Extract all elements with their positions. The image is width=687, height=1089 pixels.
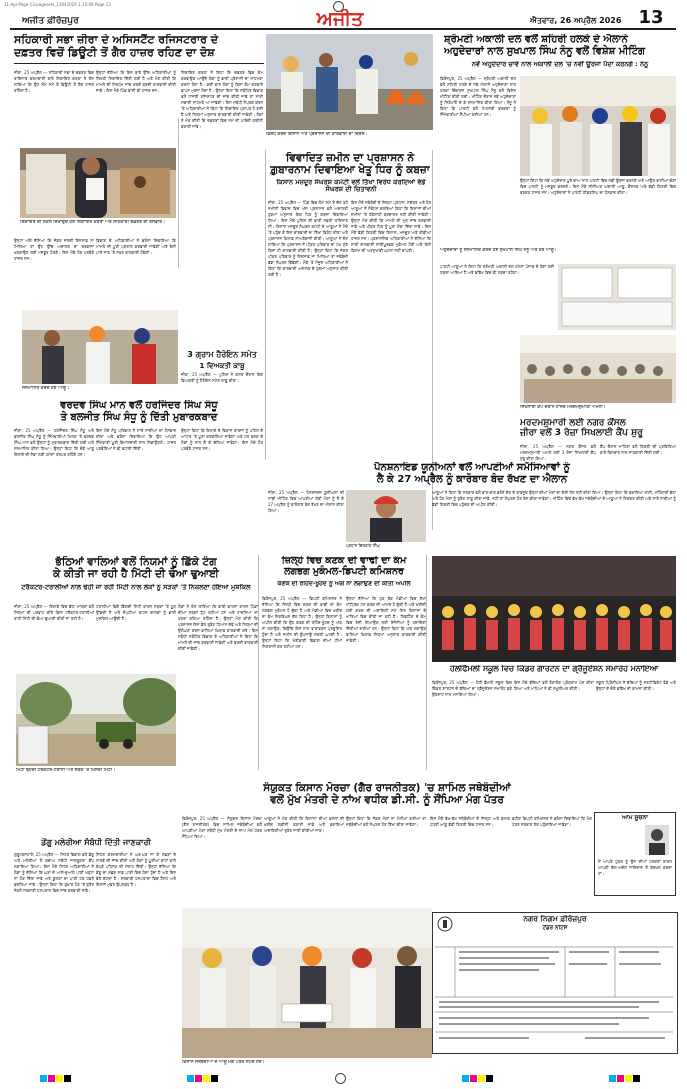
story6-body: ਜ਼ੀਰਾ, 25 ਅਪ੍ਰੈਲ — ਨਗਰ ਕੌਂਸਲ ਵਲੋਂ ਮਰਦਮਸ਼ੁਮਾਰੀ ਅਮਲੇ ਲਈ 3 ਰੋਜ਼ਾ ਸਿਖਲਾਈ ਕੈਂਪ ਸ਼ੁਰੂ ਕੀਤਾ ਗਿਆ। — [520, 444, 596, 461]
brief-body: ਜ਼ੀਰਾ, 25 ਅਪ੍ਰੈਲ — ਪੁਲਿਸ ਨੇ ਗਸ਼ਤ ਦੌਰਾਨ ਇਕ ਵਿਅਕਤੀ ਨੂੰ ਹੈਰੋਇਨ ਸਮੇਤ ਕਾਬੂ ਕੀਤਾ। — [181, 372, 263, 383]
story1-caption: ਸ਼ਿਕਾਇਤ ਦੀ ਨਕਲ ਦਿਖਾਉਂਦੇ ਹੋਏ ਸ਼ਿਕਾਇਤ ਕਰਤਾ ਅਤੇ ਸਹਿਕਾਰੀ ਦਫ਼ਤਰ ਦੀ ਤਸਵੀਰ। — [20, 220, 166, 225]
story4-caption: ਸਨਮਾਨਿਤ ਕਰਦੇ ਹੋਏ ਆਗੂ। — [22, 386, 70, 391]
story3-subhead: ਨਵੇਂ ਅਹੁਦੇਦਾਰ ਚਾਵੇ ਨਾਲ ਅਕਾਲੀ ਦਲ 'ਚ ਨਵੀਂ ਊਰਜਾ ਪੈਦਾ ਕਰਨਗੇ : ਨੰਨੂ — [471, 61, 649, 68]
story7-body: ਜ਼ੀਰਾ, 25 ਅਪ੍ਰੈਲ — ਇਲਾਕੇ ਵਿਚ ਭੱਠਾ ਮਾਲਕਾਂ ਵਲੋਂ ਨਿਯਮਾਂ ਦੀ ਪਰਵਾਹ ਕੀਤੇ ਬਿਨਾਂ ਟਰੈਕਟਰ-ਟਰਾਲੀਆਂ ਰਾਹੀਂ ਮਿੱਟੀ ਦੀ ਢੋਆ ਢੁਆਈ ਕੀਤੀ ਜਾ ਰਹੀ ਹੈ। — [14, 604, 94, 621]
story10-caption: ਕਿਸਾਨ ਜਥੇਬੰਦੀਆਂ ਦੇ ਆਗੂ ਮੰਗ ਪੱਤਰ ਸੌਂਪਦੇ ਹੋਏ। — [182, 1060, 265, 1065]
story3-body: ਉਨ੍ਹਾਂ ਕਿਹਾ ਕਿ ਨਵੇਂ ਅਹੁਦੇਦਾਰ ਪੂਰੇ ਚਾਅ ਨਾਲ ਪਾਰਟੀ ਵਿਚ ਨਵੀਂ ਊਰਜਾ ਭਰਨਗੇ ਅਤੇ ਆਉਣ ਵਾਲੀਆਂ ਚੋਣਾਂ ਵਿਚ ਪਾਰਟੀ ਨੂੰ ਮਜ਼ਬੂਤ ਕਰਨਗੇ। ਇਸ ਮੌਕੇ ਸੀਨੀਅਰ ਅਕਾਲੀ ਆਗੂ, ਕੌਂਸਲਰ ਅਤੇ ਵੱਡੀ ਗਿਣਤੀ ਵਿਚ ਵਰਕਰ ਹਾਜ਼ਰ ਸਨ। ਅਹੁਦੇਦਾਰਾਂ ਨੇ ਪਾਰਟੀ ਲੀਡਰਸ਼ਿਪ ਦਾ ਧੰਨਵਾਦ ਕੀਤਾ। — [520, 178, 676, 195]
story1-body: ਉਨ੍ਹਾਂ ਅੱਗੇ ਦੱਸਿਆ ਕਿ ਜੇਕਰ ਜਲਦੀ ਇਨਸਾਫ਼ ਨਾ ਮਿਲਿਆ ਤਾਂ ਉਹ ਉੱਚ ਅਦਾਲਤ ਦਾ ਦਰਵਾਜ਼ਾ ਖੜਕਾਉਣ ਲਈ ਮਜਬੂਰ ਹੋਣਗੇ। ਇਸ ਮੌਕੇ ਹੋਰ ਪਤਵੰਤੇ ਹਾਜ਼ਰ ਸਨ। — [14, 238, 94, 261]
story1-photo — [20, 148, 176, 218]
masthead-date: ਐਤਵਾਰ, 26 ਅਪ੍ਰੈਲ 2026 — [530, 16, 622, 25]
story6-body: ਕੈਂਪ ਦੌਰਾਨ ਮਾਹਿਰਾਂ ਵਲੋਂ ਗਿਣਤੀ ਦੀ ਪ੍ਰਕਿਰਿਆ ਬਾਰੇ ਵਿਸਥਾਰ ਨਾਲ ਜਾਣਕਾਰੀ ਦਿੱਤੀ ਗਈ। — [600, 444, 676, 455]
story9-body: ਇਸ ਮੌਕੇ ਬੱਚਿਆਂ ਵਲੋਂ ਰੰਗਾਰੰਗ ਪ੍ਰੋਗਰਾਮ ਪੇਸ਼ ਕੀਤਾ ਗਿਆ ਅਤੇ ਮਾਪਿਆਂ ਨੇ ਵੀ ਸ਼ਮੂਲੀਅਤ ਕੀਤੀ। — [514, 680, 594, 691]
story8-headline: ਜ਼ਿਲ੍ਹੇ ਵਿਚ ਕਣਕ ਦੀ ਵਾਢੀ ਦਾ ਕੰਮ ਲਗਭਗ ਮੁਕੰਮਲ-ਡਿਪਟੀ ਕਮਿਸ਼ਨਰ — [281, 556, 407, 577]
story-top-photo — [266, 34, 433, 130]
small-notice-title: ਆਮ ਸੂਚਨਾ — [621, 815, 649, 821]
story9-headline: ਹੋਲੀਫੈਮਲੀ ਸਕੂਲ ਵਿਚ ਕਿੰਡਰ ਗਾਰਟਨ ਦਾ ਗ੍ਰੈਜੂਏਸ਼ਨ ਸਮਾਰੋਹ ਮਨਾਇਆ — [449, 665, 659, 673]
story7-photo — [16, 674, 176, 766]
avatar — [645, 825, 669, 855]
brief-subhead: 1 ਵਿਅਕਤੀ ਕਾਬੂ — [199, 362, 245, 370]
story7-caption: ਮਿੱਟੀ ਢੋਂਹਦੀ ਟਰੈਕਟਰ-ਟਰਾਲੀ ਅਤੇ ਸੜਕ 'ਤੇ ਖਿੱਲਰੀ ਮਿੱਟੀ। — [16, 768, 116, 773]
story11-headline: ਡੇਂਗੂ ਮਲੇਰੀਆ ਸੰਬੰਧੀ ਦਿੱਤੀ ਜਾਣਕਾਰੀ — [41, 838, 151, 847]
story3-caption: ਅਹੁਦੇਦਾਰਾਂ ਨੂੰ ਸਨਮਾਨਿਤ ਕਰਦੇ ਹੋਏ ਸੁਖਪਾਲ ਸਿੰਘ ਨੰਨੂ ਅਤੇ ਹੋਰ ਆਗੂ। — [440, 248, 557, 253]
story3-photo-2 — [558, 264, 676, 330]
tender-table — [435, 937, 673, 1047]
story2-body: ਜ਼ੀਰਾ, 25 ਅਪ੍ਰੈਲ — ਪਿੰਡ ਵਿਚ ਲੰਮੇ ਸਮੇਂ ਤੋਂ ਚੱਲ ਰਹੇ ਜ਼ਮੀਨੀ ਵਿਵਾਦ ਵਿਚ ਅੱਜ ਪ੍ਰਸ਼ਾਸਨ ਵਲੋਂ ਅਦਾਲਤੀ ਹੁਕਮਾਂ ਅਨੁਸਾਰ ਇਕ ਧਿਰ ਨੂੰ ਕਬਜ਼ਾ ਦਿਵਾਇਆ ਗਿਆ। ਇਸ ਮੌਕੇ ਪੁਲਿਸ ਦੀ ਭਾਰੀ ਨਫ਼ਰੀ ਤਾਇਨਾਤ ਸੀ। ਕਿਸਾਨ ਮਜ਼ਦੂਰ ਸੰਘਰਸ਼ ਕਮੇਟੀ ਦੇ ਆਗੂਆਂ ਨੇ ਮੌਕੇ 'ਤੇ ਪਹੁੰਚ ਕੇ ਇਸ ਕਾਰਵਾਈ ਦਾ ਤਿੱਖਾ ਵਿਰੋਧ ਕੀਤਾ ਅਤੇ ਪ੍ਰਸ਼ਾਸਨ ਖ਼ਿਲਾਫ਼ ਨਾਅਰੇਬਾਜ਼ੀ ਕੀਤੀ। ਆਗੂਆਂ ਨੇ ਦੋਸ਼ ਲਾਇਆ ਕਿ ਪ੍ਰਸ਼ਾਸਨ ਨੇ ਪੀੜਤ ਪਰਿਵਾਰ ਦਾ ਪੱਖ ਸੁਣੇ ਬਿਨਾਂ ਹੀ ਕਾਰਵਾਈ ਕੀਤੀ ਹੈ। ਉਨ੍ਹਾਂ ਕਿਹਾ ਕਿ ਜੇਕਰ ਪੀੜਤ ਪਰਿਵਾਰ ਨੂੰ ਇਨਸਾਫ਼ ਨਾ ਮਿਲਿਆ ਤਾਂ ਜਥੇਬੰਦੀ ਵੱਡਾ ਸੰਘਰਸ਼ ਵਿੱਢੇਗੀ। ਮੌਕੇ 'ਤੇ ਮੌਜੂਦ ਅਧਿਕਾਰੀਆਂ ਨੇ ਕਿਹਾ ਕਿ ਕਾਰਵਾਈ ਅਦਾਲਤ ਦੇ ਹੁਕਮਾਂ ਅਨੁਸਾਰ ਕੀਤੀ ਗਈ ਹੈ। — [268, 200, 348, 277]
story4-body: ਇਸ ਮੌਕੇ ਸੰਧੂ ਪਰਿਵਾਰ ਨੇ ਸਾਰੇ ਸਾਥੀਆਂ ਦਾ ਧੰਨਵਾਦ ਕੀਤਾ ਅਤੇ ਭਰੋਸਾ ਦਿਵਾਇਆ ਕਿ ਉਹ ਆਪਣੀ ਜ਼ਿੰਮੇਵਾਰੀ ਪੂਰੀ ਇਮਾਨਦਾਰੀ ਨਾਲ ਨਿਭਾਉਣਗੇ। ਹਾਜ਼ਰ ਪਤਵੰਤਿਆਂ ਨੇ ਵੀ ਵਧਾਈ ਦਿੱਤੀ। — [96, 428, 176, 451]
cmyk-swatch — [40, 1075, 71, 1082]
story8-subhead: ਕਣਕ ਦੀ ਰਹਿੰਦ-ਖੂੰਹਦ ਨੂੰ ਅੱਗ ਨਾ ਲਗਾਉਣ ਦੀ ਕੀਤੀ ਅਪੀਲ — [277, 581, 411, 587]
story1-rule — [14, 63, 264, 64]
story7-subhead: ਟਰੈਕਟਰ-ਟਰਾਲੀਆਂ ਨਾਲ ਢੋਹੀ ਜਾ ਰਹੀ ਮਿੱਟੀ ਨਾਲ ਲੋਕਾਂ ਨੂੰ ਸੜਕਾਂ 'ਤੇ ਨਿਕਲਣਾ ਹੋਇਆ ਮੁਸ਼ਕਿਲ — [21, 584, 251, 591]
story1-body: ਉਨ੍ਹਾਂ ਦੱਸਿਆ ਕਿ ਇਸ ਬਾਰੇ ਉੱਚ ਅਧਿਕਾਰੀਆਂ ਨੂੰ ਲਿਖਤੀ ਸ਼ਿਕਾਇਤ ਦਿੱਤੀ ਗਈ ਹੈ ਅਤੇ ਮੰਗ ਕੀਤੀ ਕਿ ਮਾਮਲੇ ਦੀ ਨਿਰਪੱਖ ਜਾਂਚ ਕਰਕੇ ਬਣਦੀ ਕਾਰਵਾਈ ਕੀਤੀ ਜਾਵੇ। ਇਸ ਮੌਕੇ ਪਿੰਡ ਵਾਸੀ ਵੀ ਹਾਜ਼ਰ ਸਨ। — [96, 70, 176, 93]
story7-body: ਲੋਕਾਂ ਨੇ ਦੋਸ਼ ਲਾਇਆ ਕਿ ਭਾਰੀ ਵਾਹਨਾਂ ਕਾਰਨ ਪਿੰਡਾਂ ਦੀਆਂ ਸੜਕਾਂ ਟੁੱਟ ਰਹੀਆਂ ਹਨ ਅਤੇ ਹਾਦਸਿਆਂ ਦਾ ਖ਼ਤਰਾ ਬਣਿਆ ਰਹਿੰਦਾ ਹੈ। ਉਨ੍ਹਾਂ ਮੰਗ ਕੀਤੀ ਕਿ ਪ੍ਰਸ਼ਾਸਨ ਇਸ ਵੱਲ ਤੁਰੰਤ ਧਿਆਨ ਦੇਵੇ ਅਤੇ ਨਿਯਮਾਂ ਦੀ ਉਲੰਘਣਾ ਕਰਨ ਵਾਲਿਆਂ ਖ਼ਿਲਾਫ਼ ਕਾਰਵਾਈ ਕਰੇ। ਇਸ ਸਬੰਧੀ ਸਬੰਧਿਤ ਵਿਭਾਗ ਦੇ ਅਧਿਕਾਰੀਆਂ ਨੇ ਕਿਹਾ ਕਿ ਮਾਮਲੇ ਦੀ ਜਾਂਚ ਕਰਵਾਈ ਜਾਵੇਗੀ ਅਤੇ ਬਣਦੀ ਕਾਰਵਾਈ ਕੀਤੀ ਜਾਵੇਗੀ। — [178, 604, 258, 651]
story3-body: ਫ਼ਿਰੋਜ਼ਪੁਰ, 25 ਅਪ੍ਰੈਲ — ਸ਼੍ਰੋਮਣੀ ਅਕਾਲੀ ਦਲ ਵਲੋਂ ਸ਼ਹਿਰੀ ਹਲਕੇ ਦੇ ਨਵੇਂ ਐਲਾਨੇ ਅਹੁਦੇਦਾਰਾਂ ਨਾਲ ਹਲਕਾ ਇੰਚਾਰਜ ਸੁਖਪਾਲ ਸਿੰਘ ਨੰਨੂ ਵਲੋਂ ਵਿਸ਼ੇਸ਼ ਮੀਟਿੰਗ ਕੀਤੀ ਗਈ। ਮੀਟਿੰਗ ਦੌਰਾਨ ਨਵੇਂ ਅਹੁਦੇਦਾਰਾਂ ਨੂੰ ਸਿਰੋਪਾਓ ਦੇ ਕੇ ਸਨਮਾਨਿਤ ਕੀਤਾ ਗਿਆ। ਨੰਨੂ ਨੇ ਕਿਹਾ ਕਿ ਪਾਰਟੀ ਵਲੋਂ ਮਿਹਨਤੀ ਵਰਕਰਾਂ ਨੂੰ ਜ਼ਿੰਮੇਵਾਰੀਆਂ ਸੌਂਪੀਆਂ ਗਈਆਂ ਹਨ। — [440, 76, 516, 117]
story7-headline: ਭੱਠਿਆਂ ਵਾਲਿਆਂ ਵਲੋਂ ਨਿਯਮਾਂ ਨੂੰ ਛਿੱਕੇ ਟੰਗ ਕੇ ਕੀਤੀ ਜਾ ਰਹੀ ਹੈ ਮਿੱਟੀ ਦੀ ਢੋਆ ਢੁਆਈ — [53, 556, 219, 581]
masthead-logo: ਅਜੀਤ — [316, 9, 364, 30]
story1-body: ਸ਼ਿਕਾਇਤ ਕਰਤਾ ਨੇ ਕਿਹਾ ਕਿ ਦਫ਼ਤਰ ਵਿਚ ਕੰਮ ਕਰਵਾਉਣ ਆਉਂਦੇ ਲੋਕਾਂ ਨੂੰ ਭਾਰੀ ਪ੍ਰੇਸ਼ਾਨੀ ਦਾ ਸਾਹਮਣਾ ਕਰਨਾ ਪੈਂਦਾ ਹੈ। ਕਈ ਵਾਰ ਲੋਕਾਂ ਨੂੰ ਬਿਨਾਂ ਕੰਮ ਕਰਵਾਏ ਵਾਪਸ ਮੁੜਨਾ ਪੈਂਦਾ ਹੈ। ਉਨ੍ਹਾਂ ਕਿਹਾ ਕਿ ਸਬੰਧਿਤ ਵਿਭਾਗ ਵਲੋਂ ਹਾਜ਼ਰੀ ਰਜਿਸਟਰ ਦੀ ਜਾਂਚ ਕੀਤੀ ਜਾਵੇ ਤਾਂ ਸਾਰੀ ਸਚਾਈ ਸਾਹਮਣੇ ਆ ਜਾਵੇਗੀ। ਇਸ ਸਬੰਧੀ ਸੰਪਰਕ ਕਰਨ 'ਤੇ ਅਧਿਕਾਰੀਆਂ ਨੇ ਕਿਹਾ ਕਿ ਸ਼ਿਕਾਇਤ ਪ੍ਰਾਪਤ ਹੋ ਗਈ ਹੈ ਅਤੇ ਨਿਯਮਾਂ ਅਨੁਸਾਰ ਕਾਰਵਾਈ ਕੀਤੀ ਜਾਵੇਗੀ। ਲੋਕਾਂ ਨੇ ਮੰਗ ਕੀਤੀ ਕਿ ਦਫ਼ਤਰਾਂ ਵਿਚ ਸਮੇਂ ਦੀ ਪਾਬੰਦੀ ਯਕੀਨੀ ਬਣਾਈ ਜਾਵੇ। — [181, 70, 263, 129]
column-divider — [178, 118, 179, 268]
tender-subtitle: ਟੈਂਡਰ ਨੋਟਿਸ — [542, 925, 568, 931]
story4-headline: ਵਰਦਵ ਸਿੰਘ ਮਾਨ ਵਲੋਂ ਹਰਜਿੰਦਰ ਸਿੰਘ ਸੰਧੂ ਤੇ ਬਲਜੀਤ ਸਿੰਘ ਸੰਧੂ ਨੂੰ ਦਿੱਤੀ ਮੁਬਾਰਕਬਾਦ — [60, 400, 218, 423]
story8-body: ਫ਼ਿਰੋਜ਼ਪੁਰ, 25 ਅਪ੍ਰੈਲ — ਡਿਪਟੀ ਕਮਿਸ਼ਨਰ ਨੇ ਦੱਸਿਆ ਕਿ ਜ਼ਿਲ੍ਹੇ ਵਿਚ ਕਣਕ ਦੀ ਵਾਢੀ ਦਾ ਕੰਮ ਲਗਭਗ ਮੁਕੰਮਲ ਹੋ ਚੁੱਕਾ ਹੈ ਅਤੇ ਮੰਡੀਆਂ ਵਿਚ ਖ਼ਰੀਦ ਦਾ ਕੰਮ ਨਿਰਵਿਘਨ ਚੱਲ ਰਿਹਾ ਹੈ। ਉਨ੍ਹਾਂ ਕਿਸਾਨਾਂ ਨੂੰ ਅਪੀਲ ਕੀਤੀ ਕਿ ਉਹ ਕਣਕ ਦੀ ਰਹਿੰਦ-ਖੂੰਹਦ ਨੂੰ ਅੱਗ ਨਾ ਲਗਾਉਣ, ਕਿਉਂਕਿ ਇਸ ਨਾਲ ਵਾਤਾਵਰਨ ਪ੍ਰਦੂਸ਼ਿਤ ਹੁੰਦਾ ਹੈ ਅਤੇ ਜ਼ਮੀਨ ਦੀ ਉਪਜਾਊ ਸ਼ਕਤੀ ਘਟਦੀ ਹੈ। ਉਨ੍ਹਾਂ ਕਿਹਾ ਕਿ ਖੇਤੀਬਾੜੀ ਵਿਭਾਗ ਦੀਆਂ ਟੀਮਾਂ ਨਿਗਰਾਨੀ ਕਰ ਰਹੀਆਂ ਹਨ। — [262, 596, 342, 649]
story9-photo — [432, 556, 676, 662]
story9-body: ਸਕੂਲ ਪ੍ਰਿੰਸੀਪਲ ਨੇ ਬੱਚਿਆਂ ਨੂੰ ਸਰਟੀਫਿਕੇਟ ਵੰਡੇ ਅਤੇ ਉਨ੍ਹਾਂ ਦੇ ਚੰਗੇ ਭਵਿੱਖ ਦੀ ਕਾਮਨਾ ਕੀਤੀ। — [596, 680, 676, 691]
story11-body: ਸਿਹਤ ਕਰਮਚਾਰੀਆਂ ਨੇ ਘਰ-ਘਰ ਜਾ ਕੇ ਮੱਛਰਾਂ ਦੇ ਲਾਰਵੇ ਦੀ ਜਾਂਚ ਕੀਤੀ ਅਤੇ ਲੋਕਾਂ ਨੂੰ ਪੂਰੀਆਂ ਬਾਹਾਂ ਵਾਲੇ ਕੱਪੜੇ ਪਹਿਨਣ ਦੀ ਸਲਾਹ ਦਿੱਤੀ। ਉਨ੍ਹਾਂ ਦੱਸਿਆ ਕਿ ਡੇਂਗੂ ਦਾ ਮੱਛਰ ਸਾਫ਼ ਪਾਣੀ ਵਿਚ ਪੈਦਾ ਹੁੰਦਾ ਹੈ ਅਤੇ ਦਿਨ ਵੇਲੇ ਕੱਟਦਾ ਹੈ। ਸਰਕਾਰੀ ਹਸਪਤਾਲਾਂ ਵਿਚ ਟੈਸਟ ਅਤੇ ਇਲਾਜ ਮੁਫ਼ਤ ਉਪਲਬਧ ਹੈ। — [96, 852, 176, 887]
story10-photo — [182, 908, 432, 1058]
story10-body: ਉਨ੍ਹਾਂ ਕਿਹਾ ਕਿ ਜੇਕਰ ਮੰਗਾਂ ਨਾ ਮੰਨੀਆਂ ਗਈਆਂ ਤਾਂ ਜਥੇਬੰਦੀਆਂ ਵਲੋਂ ਸੰਘਰਸ਼ ਹੋਰ ਤਿੱਖਾ ਕੀਤਾ ਜਾਵੇਗਾ। — [346, 816, 426, 827]
cmyk-swatch — [187, 1075, 218, 1082]
story10-body: ਫ਼ਿਰੋਜ਼ਪੁਰ, 25 ਅਪ੍ਰੈਲ — ਸੰਯੁਕਤ ਕਿਸਾਨ ਮੋਰਚਾ (ਗੈਰ ਰਾਜਨੀਤਕ) ਵਿਚ ਸ਼ਾਮਿਲ ਜਥੇਬੰਦੀਆਂ ਵਲੋਂ ਆਪਣੀਆਂ ਮੰਗਾਂ ਸਬੰਧੀ ਮੁੱਖ ਮੰਤਰੀ ਦੇ ਨਾਂਅ ਮੰਗ ਪੱਤਰ ਸੌਂਪਿਆ ਗਿਆ। — [182, 816, 262, 839]
story1-body: ਵਿਭਾਗ ਦੇ ਅਧਿਕਾਰੀਆਂ ਨੇ ਭਰੋਸਾ ਦਿਵਾਇਆ ਕਿ ਮਾਮਲੇ ਦੀ ਪੂਰੀ ਪੜਤਾਲ ਕਰਵਾਈ ਜਾਵੇਗੀ ਅਤੇ ਦੋਸ਼ੀ ਪਾਏ ਜਾਣ 'ਤੇ ਸਖ਼ਤ ਕਾਰਵਾਈ ਹੋਵੇਗੀ। — [96, 238, 176, 255]
brief-headline: 3 ਗ੍ਰਾਮ ਹੈਰੋਇਨ ਸਮੇਤ — [187, 350, 257, 359]
column-divider — [426, 555, 427, 770]
tender-notice — [432, 912, 678, 1054]
story3-body: ਪਾਰਟੀ ਆਗੂਆਂ ਨੇ ਕਿਹਾ ਕਿ ਸ਼੍ਰੋਮਣੀ ਅਕਾਲੀ ਦਲ ਹਮੇਸ਼ਾ ਪੰਜਾਬ ਦੇ ਹੱਕਾਂ ਲਈ ਲੜਦਾ ਆਇਆ ਹੈ ਅਤੇ ਭਵਿੱਖ ਵਿਚ ਵੀ ਲੜਦਾ ਰਹੇਗਾ। — [440, 264, 554, 275]
story4-body: ਜ਼ੀਰਾ, 25 ਅਪ੍ਰੈਲ — ਹਰਜਿੰਦਰ ਸਿੰਘ ਸੰਧੂ ਅਤੇ ਬਲਜੀਤ ਸਿੰਘ ਸੰਧੂ ਨੂੰ ਜ਼ਿੰਮੇਵਾਰੀਆਂ ਮਿਲਣ 'ਤੇ ਵਰਦਵ ਸਿੰਘ ਮਾਨ ਵਲੋਂ ਉਨ੍ਹਾਂ ਨੂੰ ਮੁਬਾਰਕਬਾਦ ਦਿੱਤੀ ਗਈ ਅਤੇ ਸਨਮਾਨਿਤ ਕੀਤਾ ਗਿਆ। ਉਨ੍ਹਾਂ ਕਿਹਾ ਕਿ ਦੋਵੇਂ ਆਗੂ ਇਲਾਕੇ ਦੀ ਸੇਵਾ ਲਈ ਹਮੇਸ਼ਾ ਤਤਪਰ ਰਹਿੰਦੇ ਹਨ। — [14, 428, 94, 457]
column-divider — [258, 555, 259, 770]
story2-headline: ਵਿਵਾਦਿਤ ਜ਼ਮੀਨ ਦਾ ਪ੍ਰਸ਼ਾਸਨ ਨੇ ਗ਼ੁਬਾਰਨਾਮ ਦਿਵਾਇਆ ਖੇਤੂ ਧਿਰ ਨੂੰ ਕਬਜ਼ਾ — [270, 152, 430, 177]
registration-mark-icon — [335, 1073, 346, 1084]
page-number: 13 — [638, 8, 664, 28]
story4-photo — [22, 310, 178, 384]
story7-body: ਟਰਾਲੀਆਂ ਵਿਚੋਂ ਡਿੱਗਦੀ ਮਿੱਟੀ ਕਾਰਨ ਸੜਕਾਂ 'ਤੇ ਧੂੜ ਉੱਡਦੀ ਹੈ ਅਤੇ ਦੋਪਹੀਆ ਵਾਹਨ ਚਾਲਕਾਂ ਨੂੰ ਭਾਰੀ ਮੁਸ਼ਕਿਲ ਆਉਂਦੀ ਹੈ। — [96, 604, 176, 621]
story9-body: ਫ਼ਿਰੋਜ਼ਪੁਰ, 25 ਅਪ੍ਰੈਲ — ਹੋਲੀ ਫੈਮਲੀ ਸਕੂਲ ਵਿਚ ਕਿੰਡਰ ਗਾਰਟਨ ਦੇ ਬੱਚਿਆਂ ਦਾ ਗ੍ਰੈਜੂਏਸ਼ਨ ਸਮਾਰੋਹ ਬੜੇ ਉਤਸ਼ਾਹ ਨਾਲ ਮਨਾਇਆ ਗਿਆ। — [432, 680, 512, 697]
story10-body: ਆਗੂਆਂ ਨੇ ਮੰਗ ਕੀਤੀ ਕਿ ਕਿਸਾਨਾਂ ਦੀਆਂ ਫ਼ਸਲਾਂ ਦੀ ਖ਼ਰੀਦ ਯਕੀਨੀ ਬਣਾਈ ਜਾਵੇ ਅਤੇ ਬਕਾਇਆ ਅਦਾਇਗੀਆਂ ਤੁਰੰਤ ਜਾਰੀ ਕੀਤੀਆਂ ਜਾਣ। — [264, 816, 344, 833]
story6-photo — [520, 335, 676, 403]
story5-body: ਆਗੂਆਂ ਨੇ ਕਿਹਾ ਕਿ ਸਰਕਾਰ ਵਲੋਂ ਵਾਰ-ਵਾਰ ਭਰੋਸੇ ਦੇਣ ਦੇ ਬਾਵਜੂਦ ਉਨ੍ਹਾਂ ਦੀਆਂ ਮੰਗਾਂ ਦਾ ਕੋਈ ਹੱਲ ਨਹੀਂ ਕੀਤਾ ਗਿਆ। ਉਨ੍ਹਾਂ ਕਿਹਾ ਕਿ ਬਕਾਇਆ ਰਾਸ਼ੀ, ਮਹਿੰਗਾਈ ਭੱਤਾ ਅਤੇ ਹੋਰ ਮੰਗਾਂ ਨੂੰ ਤੁਰੰਤ ਲਾਗੂ ਕੀਤਾ ਜਾਵੇ, ਨਹੀਂ ਤਾਂ ਸੰਘਰਸ਼ ਹੋਰ ਤੇਜ਼ ਕੀਤਾ ਜਾਵੇਗਾ। ਮੀਟਿੰਗ ਵਿਚ ਵੱਖ-ਵੱਖ ਜਥੇਬੰਦੀਆਂ ਦੇ ਆਗੂਆਂ ਨੇ ਸ਼ਿਰਕਤ ਕੀਤੀ ਅਤੇ ਸਾਰੇ ਸਾਥੀਆਂ ਨੂੰ ਵੱਡੀ ਗਿਣਤੀ ਵਿਚ ਪਹੁੰਚਣ ਦੀ ਅਪੀਲ ਕੀਤੀ। — [432, 490, 676, 507]
story5-photo — [346, 490, 426, 542]
story8-body: ਉਨ੍ਹਾਂ ਦੱਸਿਆ ਕਿ ਹੁਣ ਤੱਕ ਮੰਡੀਆਂ ਵਿਚ ਲੱਖਾਂ ਮੀਟ੍ਰਿਕ ਟਨ ਕਣਕ ਦੀ ਆਮਦ ਹੋ ਚੁੱਕੀ ਹੈ ਅਤੇ ਖ਼ਰੀਦੀ ਗਈ ਕਣਕ ਦੀ ਅਦਾਇਗੀ ਸਮੇਂ ਸਿਰ ਕਿਸਾਨਾਂ ਦੇ ਖਾਤਿਆਂ ਵਿਚ ਕੀਤੀ ਜਾ ਰਹੀ ਹੈ। ਲਿਫ਼ਟਿੰਗ ਦੇ ਕੰਮ ਵਿਚ ਤੇਜ਼ੀ ਲਿਆਉਣ ਲਈ ਏਜੰਸੀਆਂ ਨੂੰ ਹਦਾਇਤਾਂ ਦਿੱਤੀਆਂ ਗਈਆਂ ਹਨ। ਉਨ੍ਹਾਂ ਕਿਹਾ ਕਿ ਅੱਗ ਲਗਾਉਣ ਵਾਲਿਆਂ ਖ਼ਿਲਾਫ਼ ਨਿਯਮਾਂ ਅਨੁਸਾਰ ਕਾਰਵਾਈ ਕੀਤੀ ਜਾਵੇਗੀ। — [346, 596, 426, 643]
story2-body: ਇਸ ਮੌਕੇ ਜਥੇਬੰਦੀ ਦੇ ਜ਼ਿਲ੍ਹਾ ਪ੍ਰਧਾਨ, ਸਕੱਤਰ ਅਤੇ ਹੋਰ ਆਗੂਆਂ ਨੇ ਸੰਬੋਧਨ ਕਰਦਿਆਂ ਕਿਹਾ ਕਿ ਕਿਸਾਨਾਂ ਦੀਆਂ ਜ਼ਮੀਨਾਂ 'ਤੇ ਧੱਕੇਸ਼ਾਹੀ ਬਰਦਾਸ਼ਤ ਨਹੀਂ ਕੀਤੀ ਜਾਵੇਗੀ। ਉਨ੍ਹਾਂ ਮੰਗ ਕੀਤੀ ਕਿ ਮਾਮਲੇ ਦੀ ਮੁੜ ਜਾਂਚ ਕਰਵਾਈ ਜਾਵੇ ਅਤੇ ਪੀੜਤ ਧਿਰ ਨੂੰ ਪੂਰਾ ਮੌਕਾ ਦਿੱਤਾ ਜਾਵੇ। ਇਸ ਮੌਕੇ ਵੱਡੀ ਗਿਣਤੀ ਵਿਚ ਕਿਸਾਨ, ਮਜ਼ਦੂਰ ਅਤੇ ਬੀਬੀਆਂ ਹਾਜ਼ਰ ਸਨ। ਪ੍ਰਸ਼ਾਸਨਿਕ ਅਧਿਕਾਰੀਆਂ ਨੇ ਦੱਸਿਆ ਕਿ ਸਾਰੀ ਕਾਰਵਾਈ ਸ਼ਾਂਤੀਪੂਰਵਕ ਮੁਕੰਮਲ ਹੋਈ ਅਤੇ ਕਿਸੇ ਕਿਸਮ ਦੀ ਅਣਸੁਖਾਵੀਂ ਘਟਨਾ ਨਹੀਂ ਵਾਪਰੀ। — [351, 200, 431, 253]
story5-body: ਜ਼ੀਰਾ, 25 ਅਪ੍ਰੈਲ — ਪੈਨਸ਼ਨਰਜ਼ ਯੂਨੀਅਨਾਂ ਦੀ ਸਾਂਝੀ ਮੀਟਿੰਗ ਵਿਚ ਆਪਣੀਆਂ ਹੱਕੀ ਮੰਗਾਂ ਨੂੰ ਲੈ ਕੇ 27 ਅਪ੍ਰੈਲ ਨੂੰ ਕਾਰੋਬਾਰ ਬੰਦ ਰੱਖਣ ਦਾ ਐਲਾਨ ਕੀਤਾ ਗਿਆ। — [268, 490, 344, 513]
color-registration-bar — [40, 1073, 640, 1083]
story10-headline: ਸੰਯੁਕਤ ਕਿਸਾਨ ਮੋਰਚਾ (ਗੈਰ ਰਾਜਨੀਤਕ) 'ਚ ਸ਼ਾਮਿਲ ਜਥੇਬੰਦੀਆਂ ਵਲੋਂ ਮੁੱਖ ਮੰਤਰੀ ਦੇ ਨਾਂਅ ਵਧੀਕ ਡੀ.ਸੀ. ਨੂੰ ਸੌਂਪਿਆ ਮੰਗ ਪੱਤਰ — [263, 782, 511, 807]
print-slug: 11-Apr-Page-13-pagesets_13042026 1-15:00 Page 13 — [4, 2, 111, 7]
story5-headline: ਪੈਨਸ਼ਨਾਇਡ ਯੂਨੀਅਨਾਂ ਵਲੋਂ ਆਪਣੀਆਂ ਸਮੱਸਿਆਵਾਂ ਨੂੰ ਲੈ ਕੇ 27 ਅਪ੍ਰੈਲ ਨੂੰ ਕਾਰੋਬਾਰ ਬੰਦ ਰੱਖਣ ਦਾ ਐਲਾਨ — [374, 462, 570, 485]
story1-headline: ਸਹਿਕਾਰੀ ਸਭਾ ਜ਼ੀਰਾ ਦੇ ਅਸਿਸਟੈਂਟ ਰਜਿਸਟਰਾਰ ਦੇ ਦਫ਼ਤਰ ਵਿਚੋਂ ਡਿਊਟੀ ਤੋਂ ਗੈਰ ਹਾਜ਼ਰ ਰਹਿਣ ਦਾ ਦੋਸ਼ — [14, 34, 219, 59]
column-divider — [265, 150, 266, 460]
section-label: ਅਜੀਤ ਫ਼ੀਰੋਜ਼ਪੁਰ — [22, 16, 79, 26]
story6-caption: ਸਿਖਲਾਈ ਕੈਂਪ ਦੌਰਾਨ ਹਾਜ਼ਰ ਮਰਦਮਸ਼ੁਮਾਰੀ ਅਮਲਾ। — [520, 405, 606, 410]
story-top-photo-caption: ਵਿਰੋਧ ਕਰਦੇ ਕਿਸਾਨ ਅਤੇ ਪ੍ਰਸ਼ਾਸਨ ਦੀ ਕਾਰਵਾਈ ਦਾ ਦ੍ਰਿਸ਼। — [266, 132, 368, 137]
story3-headline: ਸ਼੍ਰੋਮਣੀ ਅਕਾਲੀ ਦਲ ਵਲੋਂ ਸ਼ਹਿਰੀ ਹਲਕੇ ਦੇ ਐਲਾਨੇ ਅਹੁਦੇਦਾਰਾਂ ਨਾਲ ਸੁਖਪਾਲ ਸਿੰਘ ਨੰਨੂ ਵਲੋਂ ਵਿਸ਼ੇਸ਼ ਮੀਟਿੰਗ — [444, 34, 645, 57]
small-notice: ਆਮ ਸੂਚਨਾ ਮੈਂ ਆਪਣੇ ਪੁੱਤਰ ਨੂੰ ਉਸ ਦੀਆਂ ਹਰਕਤਾਂ ਕਾਰਨ ਆਪਣੀ ਚੱਲ-ਅਚੱਲ ਜਾਇਦਾਦ ਤੋਂ ਬੇਦਖ਼ਲ ਕਰਦਾ ਹਾਂ। — [594, 812, 676, 896]
story11-body: ਗੁਰੂਹਰਸਹਾਏ, 25 ਅਪ੍ਰੈਲ — ਸਿਹਤ ਵਿਭਾਗ ਵਲੋਂ ਡੇਂਗੂ ਅਤੇ ਮਲੇਰੀਆ ਤੋਂ ਬਚਾਅ ਸਬੰਧੀ ਜਾਗਰੂਕਤਾ ਕੈਂਪ ਲਗਾਇਆ ਗਿਆ। ਇਸ ਮੌਕੇ ਸਿਹਤ ਅਧਿਕਾਰੀਆਂ ਨੇ ਲੋਕਾਂ ਨੂੰ ਦੱਸਿਆ ਕਿ ਘਰਾਂ ਦੇ ਆਲੇ-ਦੁਆਲੇ ਪਾਣੀ ਖੜ੍ਹਾ ਨਾ ਹੋਣ ਦਿੱਤਾ ਜਾਵੇ ਅਤੇ ਕੂਲਰਾਂ ਦਾ ਪਾਣੀ ਹਰ ਹਫ਼ਤੇ ਬਦਲਿਆ ਜਾਵੇ। ਉਨ੍ਹਾਂ ਕਿਹਾ ਕਿ ਬੁਖ਼ਾਰ ਹੋਣ 'ਤੇ ਤੁਰੰਤ ਨੇੜਲੇ ਸਰਕਾਰੀ ਹਸਪਤਾਲ ਵਿਚ ਜਾਂਚ ਕਰਵਾਈ ਜਾਵੇ। — [14, 852, 94, 893]
emblem-icon — [437, 916, 453, 932]
story6-headline: ਮਰਦਮਸ਼ੁਮਾਰੀ ਲਈ ਨਗਰ ਕੌਂਸਲ ਜ਼ੀਰਾ ਵਲੋਂ 3 ਰੋਜ਼ਾ ਸਿਖਲਾਈ ਕੈਂਪ ਸ਼ੁਰੂ — [520, 418, 643, 439]
tender-title: ਨਗਰ ਨਿਗਮ ਫ਼ੀਰੋਜ਼ਪੁਰ — [523, 915, 587, 923]
story3-photo — [520, 76, 676, 176]
cmyk-swatch — [462, 1075, 493, 1082]
story4-body: ਉਨ੍ਹਾਂ ਕਿਹਾ ਕਿ ਇਲਾਕੇ ਦੇ ਵਿਕਾਸ ਕਾਰਜਾਂ ਨੂੰ ਪਹਿਲ ਦੇ ਆਧਾਰ 'ਤੇ ਪੂਰਾ ਕਰਵਾਇਆ ਜਾਵੇਗਾ ਅਤੇ ਹਰ ਵਰਗ ਦੇ ਲੋਕਾਂ ਨੂੰ ਨਾਲ ਲੈ ਕੇ ਚੱਲਿਆ ਜਾਵੇਗਾ। ਇਸ ਮੌਕੇ ਹੋਰ ਪਤਵੰਤੇ ਹਾਜ਼ਰ ਸਨ। — [181, 428, 263, 451]
story1-body: ਜ਼ੀਰਾ, 25 ਅਪ੍ਰੈਲ — ਸਹਿਕਾਰੀ ਸਭਾ ਦੇ ਦਫ਼ਤਰ ਵਿਚ ਤਾਇਨਾਤ ਕਰਮਚਾਰੀ ਬਾਰੇ ਸ਼ਿਕਾਇਤ ਕਰਤਾ ਨੇ ਦੋਸ਼ ਲਾਇਆ ਕਿ ਉਹ ਲੰਮੇ ਸਮੇਂ ਤੋਂ ਡਿਊਟੀ ਤੋਂ ਗੈਰ ਹਾਜ਼ਰ ਰਹਿੰਦਾ ਹੈ। — [14, 70, 94, 93]
story5-caption: ਪ੍ਰਧਾਨ ਦਿਲਬਾਗ ਸਿੰਘ — [346, 543, 380, 548]
cmyk-swatch — [609, 1075, 640, 1082]
story2-subhead: ਕਿਸਾਨ ਮਜ਼ਦੂਰ ਸੰਘਰਸ਼ ਕਮੇਟੀ ਵਲੋਂ ਤਿੱਖਾ ਵਿਰੋਧ ਕਰਦਿਆਂ ਵੱਡੇ ਸੰਘਰਸ਼ ਦੀ ਚਿਤਾਵਨੀ — [276, 179, 426, 194]
story10-body: ਵਧੀਕ ਡਿਪਟੀ ਕਮਿਸ਼ਨਰ ਨੇ ਭਰੋਸਾ ਦਿਵਾਇਆ ਕਿ ਮੰਗ ਪੱਤਰ ਸਰਕਾਰ ਤੱਕ ਪਹੁੰਚਾਇਆ ਜਾਵੇਗਾ। — [512, 816, 592, 827]
story10-body: ਇਸ ਮੌਕੇ ਵੱਖ-ਵੱਖ ਜਥੇਬੰਦੀਆਂ ਦੇ ਜ਼ਿਲ੍ਹਾ ਅਤੇ ਬਲਾਕ ਪੱਧਰੀ ਆਗੂ ਵੱਡੀ ਗਿਣਤੀ ਵਿਚ ਹਾਜ਼ਰ ਸਨ। — [430, 816, 510, 827]
